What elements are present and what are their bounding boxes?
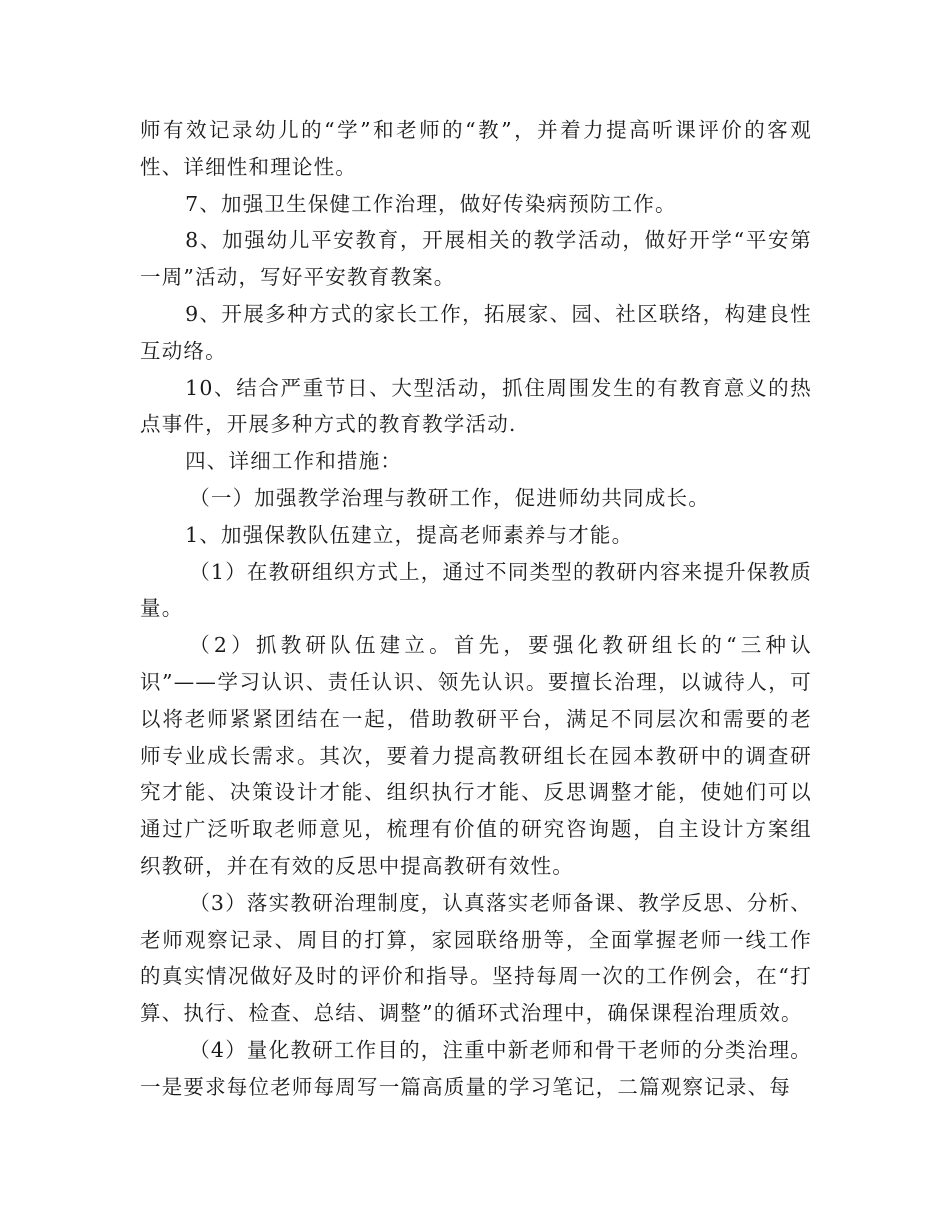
paragraph-point-1: 1、加强保教队伍建立，提高老师素养与才能。 — [185, 522, 634, 547]
paragraph-item-10: 10、结合严重节日、大型活动，抓住周围发生的有教育意义的热点事件，开展多种方式的教育教学活动. — [140, 375, 812, 437]
paragraph-subpoint-1: （1）在教研组织方式上，通过不同类型的教研内容来提升保教质量。 — [140, 559, 812, 621]
paragraph-continuation: 师有效记录幼儿的“学”和老师的“教”，并着力提高听课评价的客观性、详细性和理论性。 — [140, 118, 812, 179]
paragraph-subpoint-2: （2）抓教研队伍建立。首先，要强化教研组长的“三种认识”——学习认识、责任认识、领先认识。要擅长治理，以诚待人，可以将老师紧紧团结在一起，借助教研平台，满足不同层次和需要的老师专业成长需求。其次，要着力提高教研组长在园本教研中的调查研究才能、决策设计才能、组织执行才能、反思调整才能，使她们可以通过广泛听取老师意见，梳理有价值的研究咨询题，自主设计方案组织教研，并在有效的反思中提高教研有效性。 — [140, 633, 812, 878]
section-heading-4: 四、详细工作和措施： — [185, 449, 403, 474]
paragraph-subpoint-4: （4）量化教研工作目的，注重中新老师和骨干老师的分类治理。一是要求每位老师每周写一篇高质量的学习笔记，二篇观察记录、每 — [140, 1037, 812, 1099]
document-page — [140, 112, 812, 1106]
paragraph-item-8: 8、加强幼儿平安教育，开展相关的教学活动，做好开学“平安第一周”活动，写好平安教育教案。 — [140, 228, 812, 290]
paragraph-item-7: 7、加强卫生保健工作治理，做好传染病预防工作。 — [185, 191, 677, 216]
subsection-heading-1: （一）加强教学治理与教研工作，促进师幼共同成长。 — [189, 485, 710, 510]
paragraph-subpoint-3: （3）落实教研治理制度，认真落实老师备课、教学反思、分析、老师观察记录、周目的打算，家园联络册等，全面掌握老师一线工作的真实情况做好及时的评价和指导。坚持每周一次的工作例会，在“打算、执行、检查、总结、调整”的循环式治理中，确保课程治理质效。 — [140, 890, 812, 1026]
paragraph-item-9: 9、开展多种方式的家长工作，拓展家、园、社区联络，构建良性互动络。 — [140, 301, 812, 363]
